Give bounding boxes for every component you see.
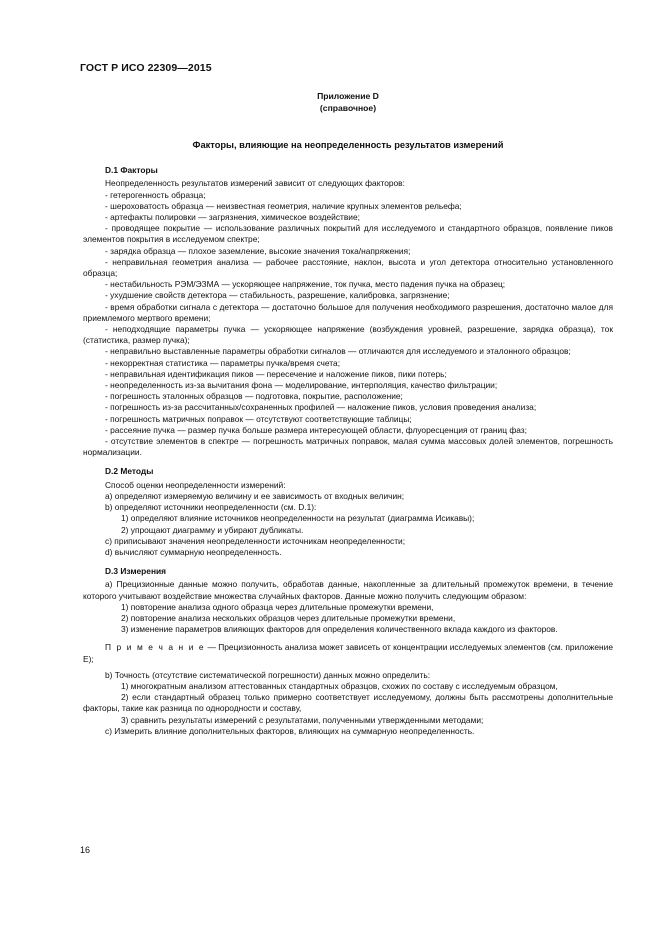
- list-item: - некорректная статистика — параметры пучка/время счета;: [105, 357, 341, 368]
- list-item: - неподходящие параметры пучка — ускоряющее напряжение (возбуждения уровней, разрешение, зарядка образца), ток (статистика, размер пучка);: [83, 324, 613, 346]
- list-item: - неправильно выставленные параметры обработки сигналов — отличаются для исследуемого и эталонного образцов;: [105, 346, 571, 357]
- section-heading-d2: D.2 Методы: [105, 466, 154, 477]
- page-content: [83, 91, 613, 737]
- list-item: - время обработки сигнала с детектора — достаточно большое для получения необходимого разрешения, достаточно малое для приемлемого мертвого времени;: [83, 301, 613, 323]
- list-item: - неправильная идентификация пиков — пересечение и наложение пиков, пики потерь;: [105, 368, 447, 379]
- note-label: П р и м е ч а н и е: [105, 642, 206, 653]
- sub-list-item: 2) повторение анализа нескольких образцов через длительные промежутки времени,: [121, 612, 456, 623]
- d3-paragraph-b: b) Точность (отсутствие систематической погрешности) данных можно определить:: [105, 669, 431, 680]
- list-item: - гетерогенность образца;: [105, 189, 206, 200]
- sub-list-item: 2) упрощают диаграмму и убирают дубликаты.: [121, 524, 304, 535]
- sub-list-item: 1) определяют влияние источников неопределенности на результат (диаграмма Исикавы);: [121, 513, 475, 524]
- list-item: - неправильная геометрия анализа — рабочее расстояние, наклон, высота и угол детектора относительно установленного образца;: [83, 256, 613, 279]
- appendix-kind: (справочное): [319, 102, 377, 113]
- list-item: - зарядка образца — плохое заземление, высокие значения тока/напряжения;: [105, 245, 411, 256]
- document-header: ГОСТ Р ИСО 22309—2015: [80, 62, 212, 74]
- list-item: - проводящее покрытие — использование различных покрытий для исследуемого и стандартного образцов, появление пиков элементов покрытия в исследуемом спектре;: [83, 223, 613, 245]
- list-item: c) приписывают значения неопределенности источникам неопределенности;: [105, 535, 406, 546]
- list-item: - погрешность матричных поправок — отсутствуют соответствующие таблицы;: [105, 413, 412, 424]
- page-number: 16: [80, 845, 91, 855]
- list-item: - шероховатость образца — неизвестная геометрия, наличие крупных элементов рельефа;: [105, 200, 462, 211]
- sub-list-item: 3) сравнить результаты измерений с результатами, полученными утвержденными методами;: [121, 714, 484, 725]
- list-item: b) определяют источники неопределенности (см. D.1):: [105, 502, 317, 513]
- list-item: - отсутствие элементов в спектре — погрешность матричных поправок, малая сумма массовых долей элементов, погрешность нормализации.: [83, 436, 613, 458]
- list-item: d) вычисляют суммарную неопределенность.: [105, 546, 282, 557]
- d3-paragraph-c: c) Измерить влияние дополнительных факторов, влияющих на суммарную неопределенность.: [105, 725, 475, 736]
- d3-paragraph-a: a) Прецизионные данные можно получить, обработав данные, накопленные за длительный промежуток времени, в течение которого учитывают воздействие множества случайных факторов. Данные можно получить следующим образом:: [83, 579, 613, 601]
- list-item: - погрешность эталонных образцов — подготовка, покрытие, расположение;: [105, 391, 403, 402]
- list-item: - нестабильность РЭМ/ЭЗМА — ускоряющее напряжение, ток пучка, место падения пучка на образец;: [105, 279, 506, 290]
- d2-intro: Способ оценки неопределенности измерений:: [105, 479, 286, 490]
- list-item: - неопределенность из-за вычитания фона — моделирование, интерполяция, качество фильтрации;: [105, 380, 498, 391]
- sub-list-item: 2) если стандартный образец только примерно соответствует исследуемому, должны быть рассмотрены дополнительные факторы, такие как разница по однородности и составу,: [83, 692, 613, 714]
- sub-list-item: 1) повторение анализа одного образца через длительные промежутки времени,: [121, 601, 434, 612]
- sub-list-item: 1) многократным анализом аттестованных стандартных образцов, схожих по составу с исследуемым образцом,: [121, 680, 558, 691]
- page-title: Факторы, влияющие на неопределенность результатов измерений: [192, 140, 504, 150]
- list-item: - погрешность из-за рассчитанных/сохраненных профилей — наложение пиков, условия проведения анализа;: [105, 402, 537, 413]
- list-item: - рассеяние пучка — размер пучка больше размера интересующей области, флуоресценция от границ фаз;: [105, 424, 527, 435]
- section-heading-d3: D.3 Измерения: [105, 566, 167, 577]
- list-item: a) определяют измеряемую величину и ее зависимость от входных величин;: [105, 490, 405, 501]
- list-item: - ухудшение свойств детектора — стабильность, разрешение, калибровка, загрязнение;: [105, 290, 450, 301]
- section-heading-d1: D.1 Факторы: [105, 165, 158, 176]
- list-item: - артефакты полировки — загрязнения, химическое воздействие;: [105, 212, 360, 223]
- d1-intro: Неопределенность результатов измерений зависит от следующих факторов:: [105, 178, 405, 189]
- note-text: — Прецизионность анализа может зависеть от концентрации исследуемых элементов (см. приложение Е);: [83, 642, 613, 664]
- appendix-label: Приложение D: [317, 91, 379, 101]
- note-paragraph: [83, 642, 613, 664]
- sub-list-item: 3) изменение параметров влияющих факторов для определения количественного вклада каждого из факторов.: [121, 624, 558, 635]
